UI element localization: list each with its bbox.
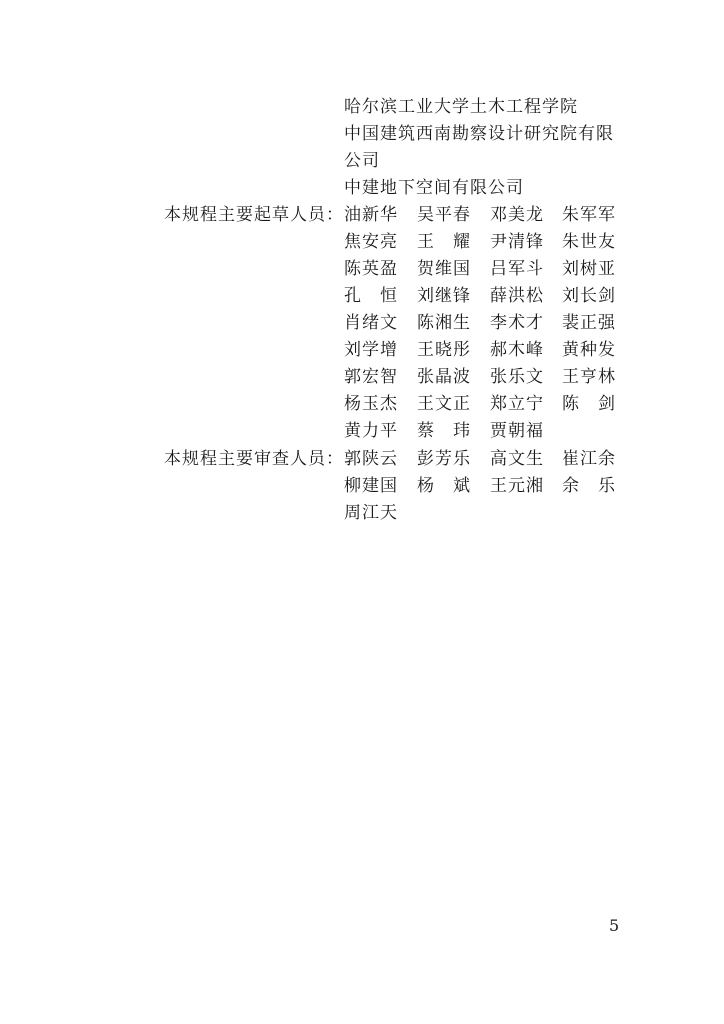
drafter-name: 孔 恒 <box>344 286 398 306</box>
reviewers-label: 本规程主要审查人员： <box>164 449 344 469</box>
drafter-name: 李术才 <box>490 313 544 333</box>
drafter-name: 郭宏智 <box>344 367 398 387</box>
reviewer-name: 柳建国 <box>344 476 398 496</box>
drafter-name: 王亨林 <box>562 367 616 387</box>
drafter-name: 吴平春 <box>417 205 471 225</box>
drafter-name: 郝木峰 <box>490 340 544 360</box>
drafter-name: 裴正强 <box>562 313 616 333</box>
drafter-name: 刘学增 <box>344 340 398 360</box>
drafter-name: 郑立宁 <box>490 394 544 414</box>
reviewer-name: 高文生 <box>490 449 544 469</box>
drafter-name: 杨玉杰 <box>344 394 398 414</box>
drafter-name: 朱军军 <box>562 205 616 225</box>
reviewer-name: 王元湘 <box>490 476 544 496</box>
drafter-name: 贺维国 <box>417 259 471 279</box>
drafter-name: 刘长剑 <box>562 286 616 306</box>
drafter-name: 油新华 <box>344 205 398 225</box>
drafter-name: 蔡 玮 <box>417 421 471 441</box>
drafter-name: 王 耀 <box>417 232 471 252</box>
drafter-name: 吕军斗 <box>490 259 544 279</box>
drafter-name: 陈湘生 <box>417 313 471 333</box>
drafter-name: 张乐文 <box>490 367 544 387</box>
organization-line: 哈尔滨工业大学土木工程学院 <box>344 97 578 117</box>
page-number: 5 <box>609 916 620 935</box>
drafter-name: 王晓彤 <box>417 340 471 360</box>
drafter-name: 陈 剑 <box>562 394 616 414</box>
reviewer-name: 余 乐 <box>562 476 616 496</box>
drafter-name: 肖绪文 <box>344 313 398 333</box>
reviewer-name: 杨 斌 <box>417 476 471 496</box>
organization-line: 中国建筑西南勘察设计研究院有限 <box>344 124 614 144</box>
drafter-name: 尹清锋 <box>490 232 544 252</box>
drafter-name: 贾朝福 <box>490 421 544 441</box>
drafter-name: 刘树亚 <box>562 259 616 279</box>
drafter-name: 薛洪松 <box>490 286 544 306</box>
drafter-name: 邓美龙 <box>490 205 544 225</box>
drafter-name: 陈英盈 <box>344 259 398 279</box>
drafter-name: 朱世友 <box>562 232 616 252</box>
drafters-label: 本规程主要起草人员： <box>164 205 344 225</box>
reviewer-name: 郭陕云 <box>344 449 398 469</box>
reviewer-name: 崔江余 <box>562 449 616 469</box>
drafter-name: 刘继锋 <box>417 286 471 306</box>
drafter-name: 王文正 <box>417 394 471 414</box>
drafter-name: 黄力平 <box>344 421 398 441</box>
organization-line: 中建地下空间有限公司 <box>344 178 524 198</box>
drafter-name: 黄种发 <box>562 340 616 360</box>
drafter-name: 张晶波 <box>417 367 471 387</box>
organization-line: 公司 <box>344 151 380 171</box>
drafter-name: 焦安亮 <box>344 232 398 252</box>
reviewer-name: 周江天 <box>344 503 398 523</box>
reviewer-name: 彭芳乐 <box>417 449 471 469</box>
